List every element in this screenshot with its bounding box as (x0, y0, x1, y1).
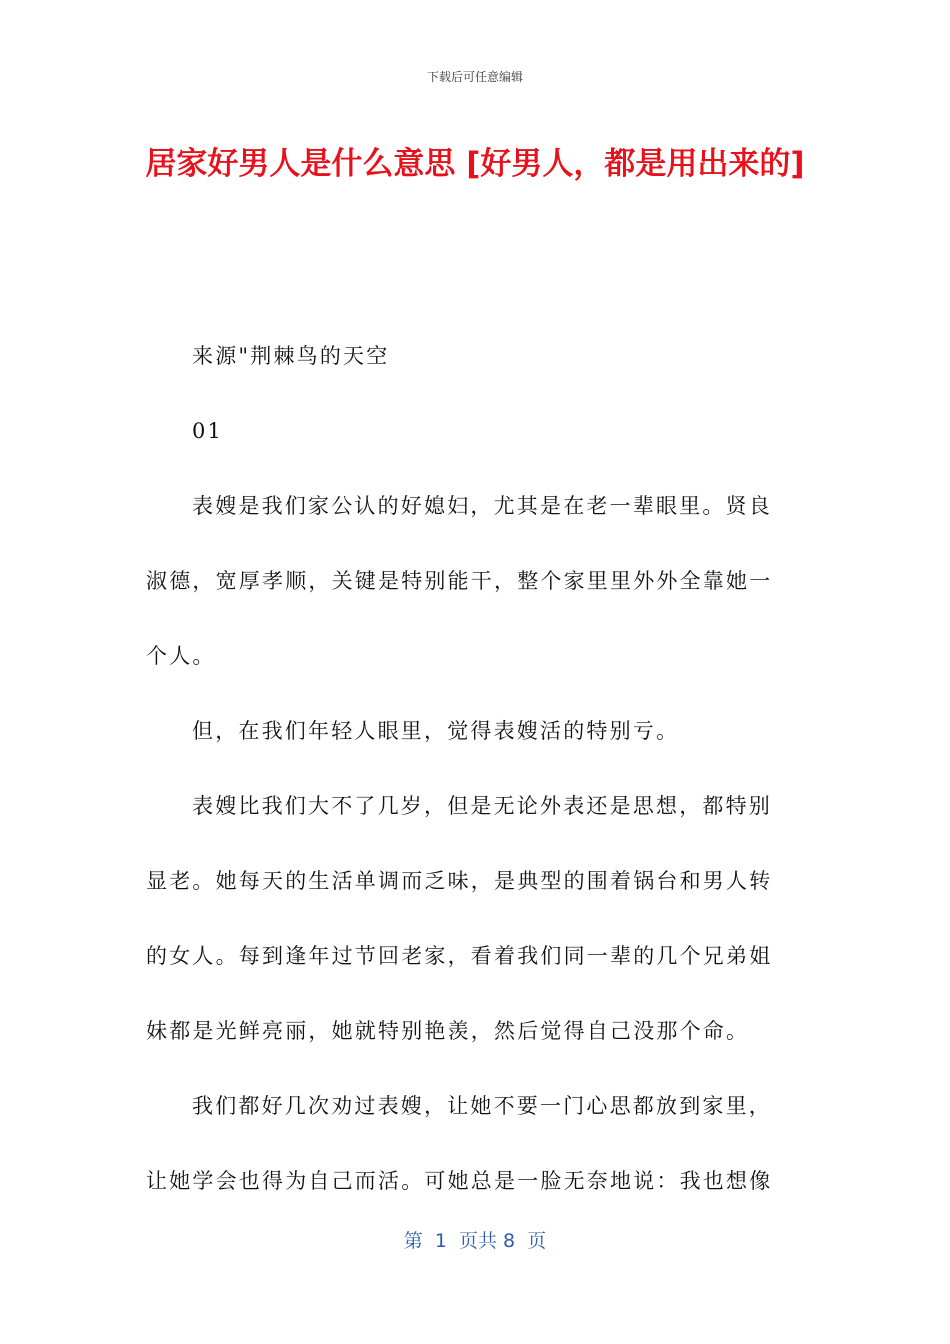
paragraph: 我们都好几次劝过表嫂，让她不要一门心思都放到家里，让她学会也得为自己而活。可她总是一脸无奈地说：我也想像 (146, 1094, 773, 1193)
paragraph: 表嫂比我们大不了几岁，但是无论外表还是思想，都特别显老。她每天的生活单调而乏味，是典型的围着锅台和男人转的女人。每到逢年过节回老家，看着我们同一辈的几个兄弟姐妹都是光鲜亮丽，她就特别艳羡，然后觉得自己没那个命。 (146, 794, 773, 1043)
paragraph: 表嫂是我们家公认的好媳妇，尤其是在老一辈眼里。贤良淑德，宽厚孝顺，关键是特别能干，整个家里里外外全靠她一个人。 (146, 494, 773, 668)
header-note: 下载后可任意编辑 (426, 70, 523, 84)
paragraph-section-number: 01 (192, 419, 224, 443)
document-title: 居家好男人是什么意思 [好男人，都是用出来的] (145, 146, 805, 182)
page-footer: 第 1 页共 8 页 (403, 1230, 547, 1252)
document-body (146, 319, 794, 1219)
paragraph-source: 来源"荆棘鸟的天空 (192, 344, 390, 368)
paragraph: 但，在我们年轻人眼里，觉得表嫂活的特别亏。 (192, 719, 680, 743)
